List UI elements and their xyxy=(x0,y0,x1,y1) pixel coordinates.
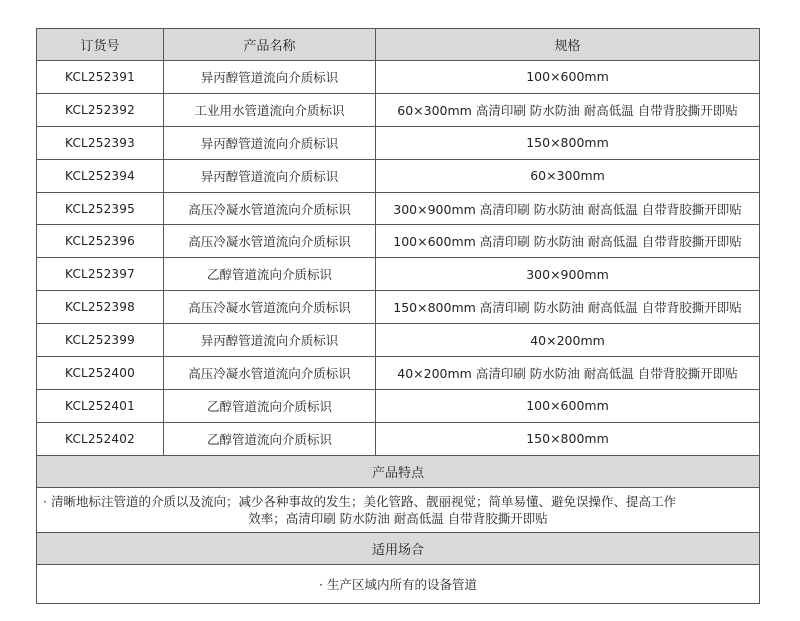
spec-cell: 300×900mm 高清印刷 防水防油 耐高低温 自带背胶撕开即贴 xyxy=(376,192,760,225)
spec-cell: 150×800mm 高清印刷 防水防油 耐高低温 自带背胶撕开即贴 xyxy=(376,291,760,324)
table-row xyxy=(37,291,760,324)
table-row xyxy=(37,61,760,94)
usage-row xyxy=(37,564,760,603)
spec-cell: 60×300mm xyxy=(376,159,760,192)
table-row xyxy=(37,93,760,126)
spec-cell: 300×900mm xyxy=(376,258,760,291)
order-code-cell: KCL252402 xyxy=(37,422,164,455)
order-code-cell: KCL252397 xyxy=(37,258,164,291)
order-code-cell: KCL252399 xyxy=(37,324,164,357)
order-code-cell: KCL252391 xyxy=(37,61,164,94)
product-name-cell: 异丙醇管道流向介质标识 xyxy=(164,61,376,94)
product-name-cell: 异丙醇管道流向介质标识 xyxy=(164,324,376,357)
header-product-name: 产品名称 xyxy=(164,29,376,61)
features-text-line2: 效率；高清印刷 防水防油 耐高低温 自带背胶撕开即贴 xyxy=(248,510,548,526)
product-table xyxy=(36,28,760,604)
product-name-cell: 乙醇管道流向介质标识 xyxy=(164,258,376,291)
features-title: 产品特点 xyxy=(37,455,760,487)
spec-cell: 40×200mm xyxy=(376,324,760,357)
order-code-cell: KCL252392 xyxy=(37,93,164,126)
order-code-cell: KCL252394 xyxy=(37,159,164,192)
order-code-cell: KCL252396 xyxy=(37,225,164,258)
product-name-cell: 乙醇管道流向介质标识 xyxy=(164,389,376,422)
spec-cell: 150×800mm xyxy=(376,422,760,455)
product-name-cell: 工业用水管道流向介质标识 xyxy=(164,93,376,126)
spec-cell: 150×800mm xyxy=(376,126,760,159)
product-name-cell: 异丙醇管道流向介质标识 xyxy=(164,126,376,159)
order-code-cell: KCL252401 xyxy=(37,389,164,422)
spec-cell: 100×600mm xyxy=(376,389,760,422)
spec-cell: 60×300mm 高清印刷 防水防油 耐高低温 自带背胶撕开即贴 xyxy=(376,93,760,126)
features-row xyxy=(37,487,760,532)
table-row xyxy=(37,324,760,357)
product-name-cell: 高压冷凝水管道流向介质标识 xyxy=(164,192,376,225)
usage-header-row xyxy=(37,532,760,564)
product-name-cell: 乙醇管道流向介质标识 xyxy=(164,422,376,455)
spec-cell: 40×200mm 高清印刷 防水防油 耐高低温 自带背胶撕开即贴 xyxy=(376,357,760,390)
usage-text: · 生产区域内所有的设备管道 xyxy=(37,564,760,603)
header-order-no: 订货号 xyxy=(37,29,164,61)
features-cell xyxy=(37,487,760,532)
table-row xyxy=(37,422,760,455)
order-code-cell: KCL252398 xyxy=(37,291,164,324)
product-name-cell: 高压冷凝水管道流向介质标识 xyxy=(164,357,376,390)
order-code-cell: KCL252395 xyxy=(37,192,164,225)
table-row xyxy=(37,192,760,225)
features-text-line1: · 清晰地标注管道的介质以及流向；减少各种事故的发生；美化管路、靓丽视觉；简单易懂、避免误操作、提高工作 xyxy=(43,493,676,509)
table-row xyxy=(37,159,760,192)
table-row xyxy=(37,225,760,258)
table-row xyxy=(37,389,760,422)
header-spec: 规格 xyxy=(376,29,760,61)
product-name-cell: 异丙醇管道流向介质标识 xyxy=(164,159,376,192)
table-header-row xyxy=(37,29,760,61)
features-text xyxy=(37,493,759,527)
spec-cell: 100×600mm 高清印刷 防水防油 耐高低温 自带背胶撕开即贴 xyxy=(376,225,760,258)
product-name-cell: 高压冷凝水管道流向介质标识 xyxy=(164,225,376,258)
table-row xyxy=(37,126,760,159)
order-code-cell: KCL252400 xyxy=(37,357,164,390)
product-name-cell: 高压冷凝水管道流向介质标识 xyxy=(164,291,376,324)
features-header-row xyxy=(37,455,760,487)
table-row xyxy=(37,357,760,390)
usage-title: 适用场合 xyxy=(37,532,760,564)
table-row xyxy=(37,258,760,291)
product-spec-sheet xyxy=(36,28,759,604)
table-body xyxy=(37,61,760,604)
order-code-cell: KCL252393 xyxy=(37,126,164,159)
spec-cell: 100×600mm xyxy=(376,61,760,94)
